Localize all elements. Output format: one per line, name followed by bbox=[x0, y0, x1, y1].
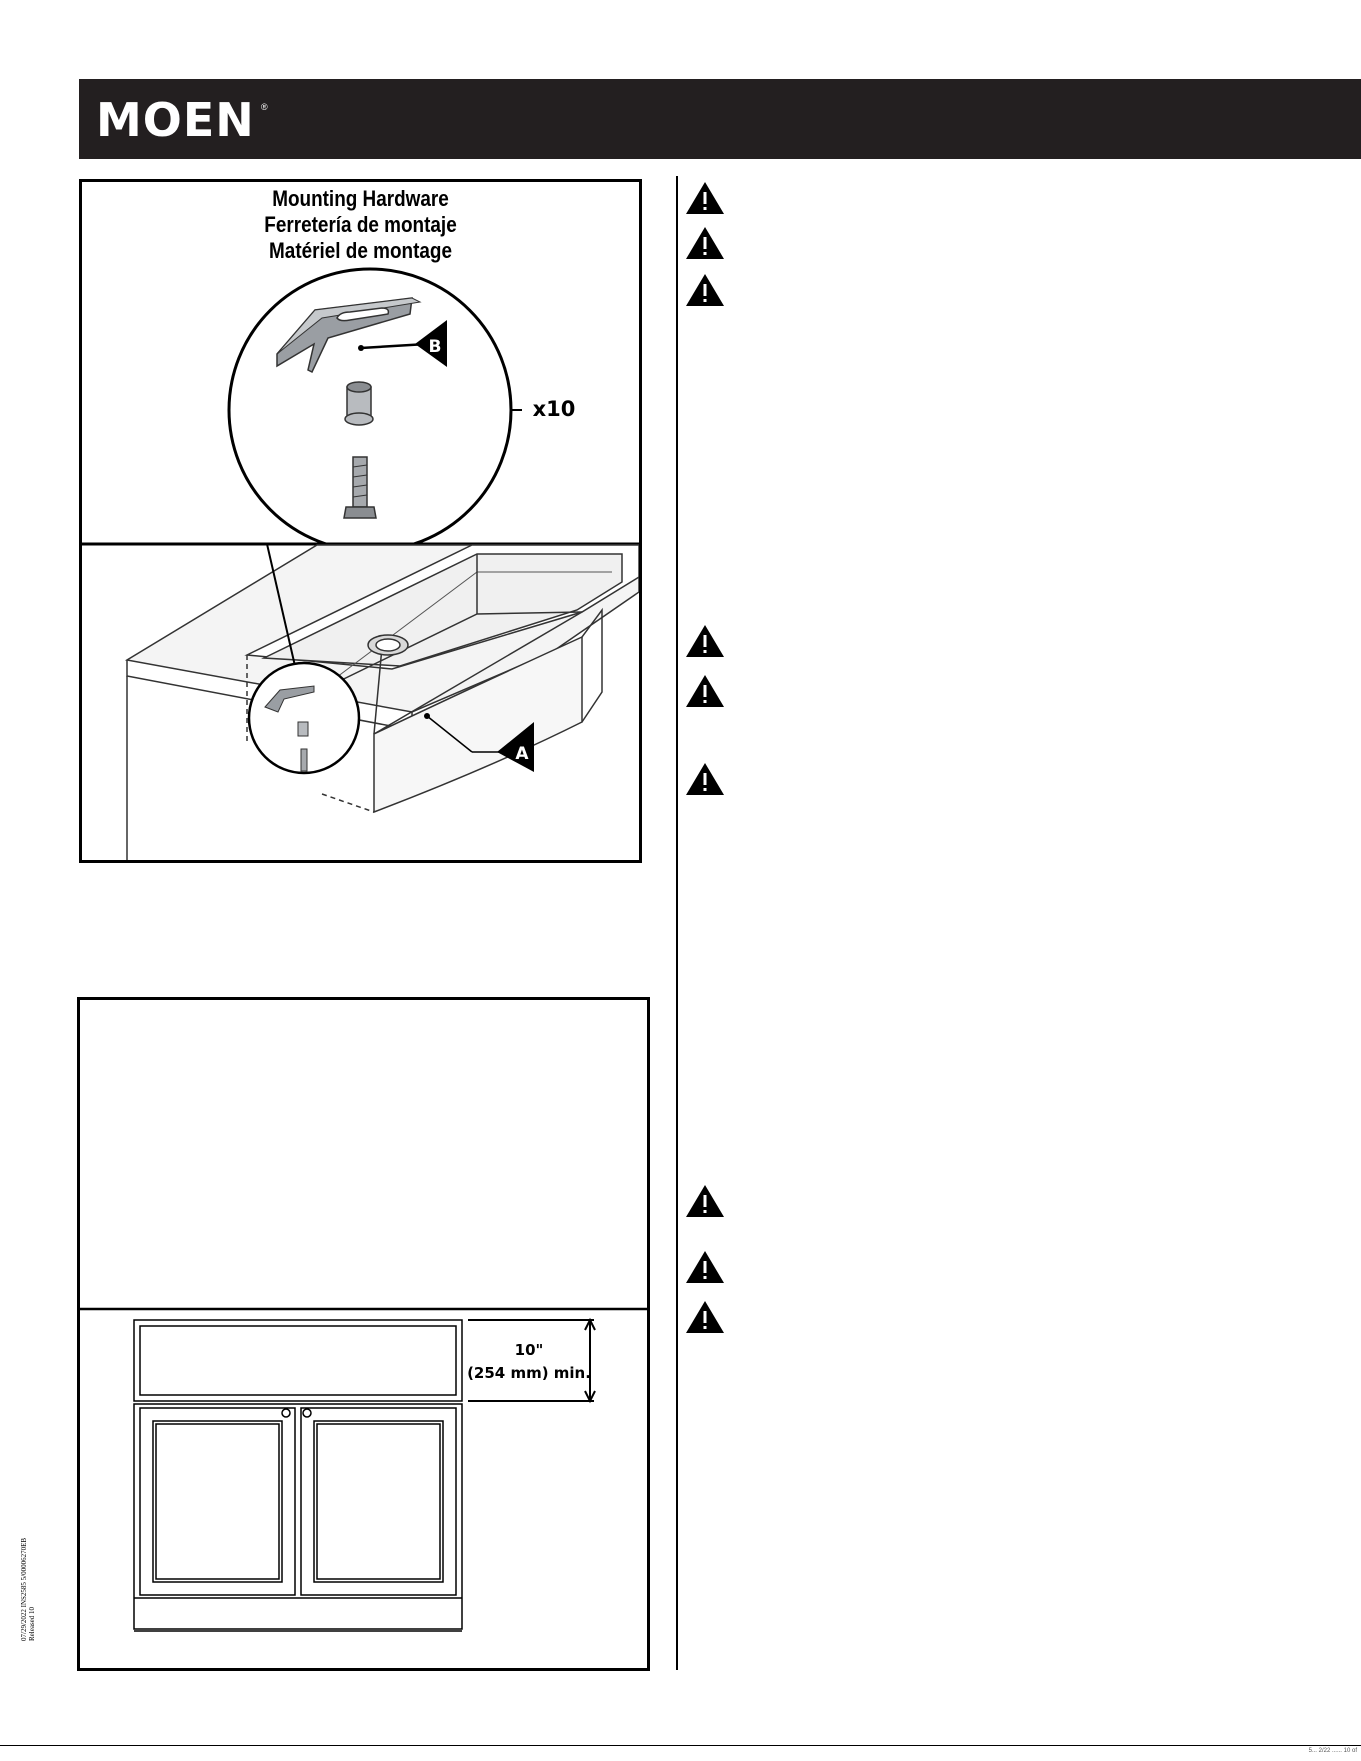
warning-triangle-icon bbox=[684, 623, 726, 659]
cabinet-clearance-panel bbox=[77, 997, 650, 1671]
sink-installation-illustration bbox=[127, 545, 639, 860]
dimension-metric: (254 mm) min. bbox=[467, 1364, 591, 1382]
warning-triangle-icon bbox=[684, 761, 726, 797]
document-code bbox=[20, 1538, 36, 1641]
dimension-value: 10" bbox=[514, 1341, 544, 1359]
document-code-line2: Released 10 bbox=[28, 1606, 36, 1641]
page-footer-text: 5... 2/22 ...... 10 of bbox=[1308, 1748, 1357, 1754]
warning-triangle-icon bbox=[684, 673, 726, 709]
warning-triangle-icon bbox=[684, 1183, 726, 1219]
registered-mark: ® bbox=[261, 102, 268, 112]
brand-logo: MOEN bbox=[96, 93, 255, 147]
header-bar bbox=[79, 79, 1361, 159]
cabinet-illustration bbox=[80, 1000, 647, 1668]
hardware-title-es: Ferretería de montaje bbox=[264, 212, 457, 237]
cabinet-drawing bbox=[134, 1320, 462, 1631]
warning-triangle-icon bbox=[684, 272, 726, 308]
quantity-label: x10 bbox=[532, 397, 576, 421]
mounting-hardware-panel bbox=[79, 179, 642, 863]
hardware-illustration bbox=[82, 182, 639, 860]
footer-rule bbox=[0, 1745, 1361, 1746]
document-code-line1: 07/29/2022 INS2585 5/00006270EB bbox=[20, 1537, 28, 1641]
column-divider bbox=[676, 176, 678, 1670]
warning-triangle-icon bbox=[684, 180, 726, 216]
hardware-title-en: Mounting Hardware bbox=[272, 186, 449, 211]
warning-triangle-icon bbox=[684, 225, 726, 261]
hardware-title-fr: Matériel de montage bbox=[269, 238, 452, 263]
warning-triangle-icon bbox=[684, 1299, 726, 1335]
warning-triangle-icon bbox=[684, 1249, 726, 1285]
label-a: A bbox=[515, 744, 529, 764]
label-b: B bbox=[428, 337, 442, 357]
nut-illustration bbox=[345, 382, 373, 425]
